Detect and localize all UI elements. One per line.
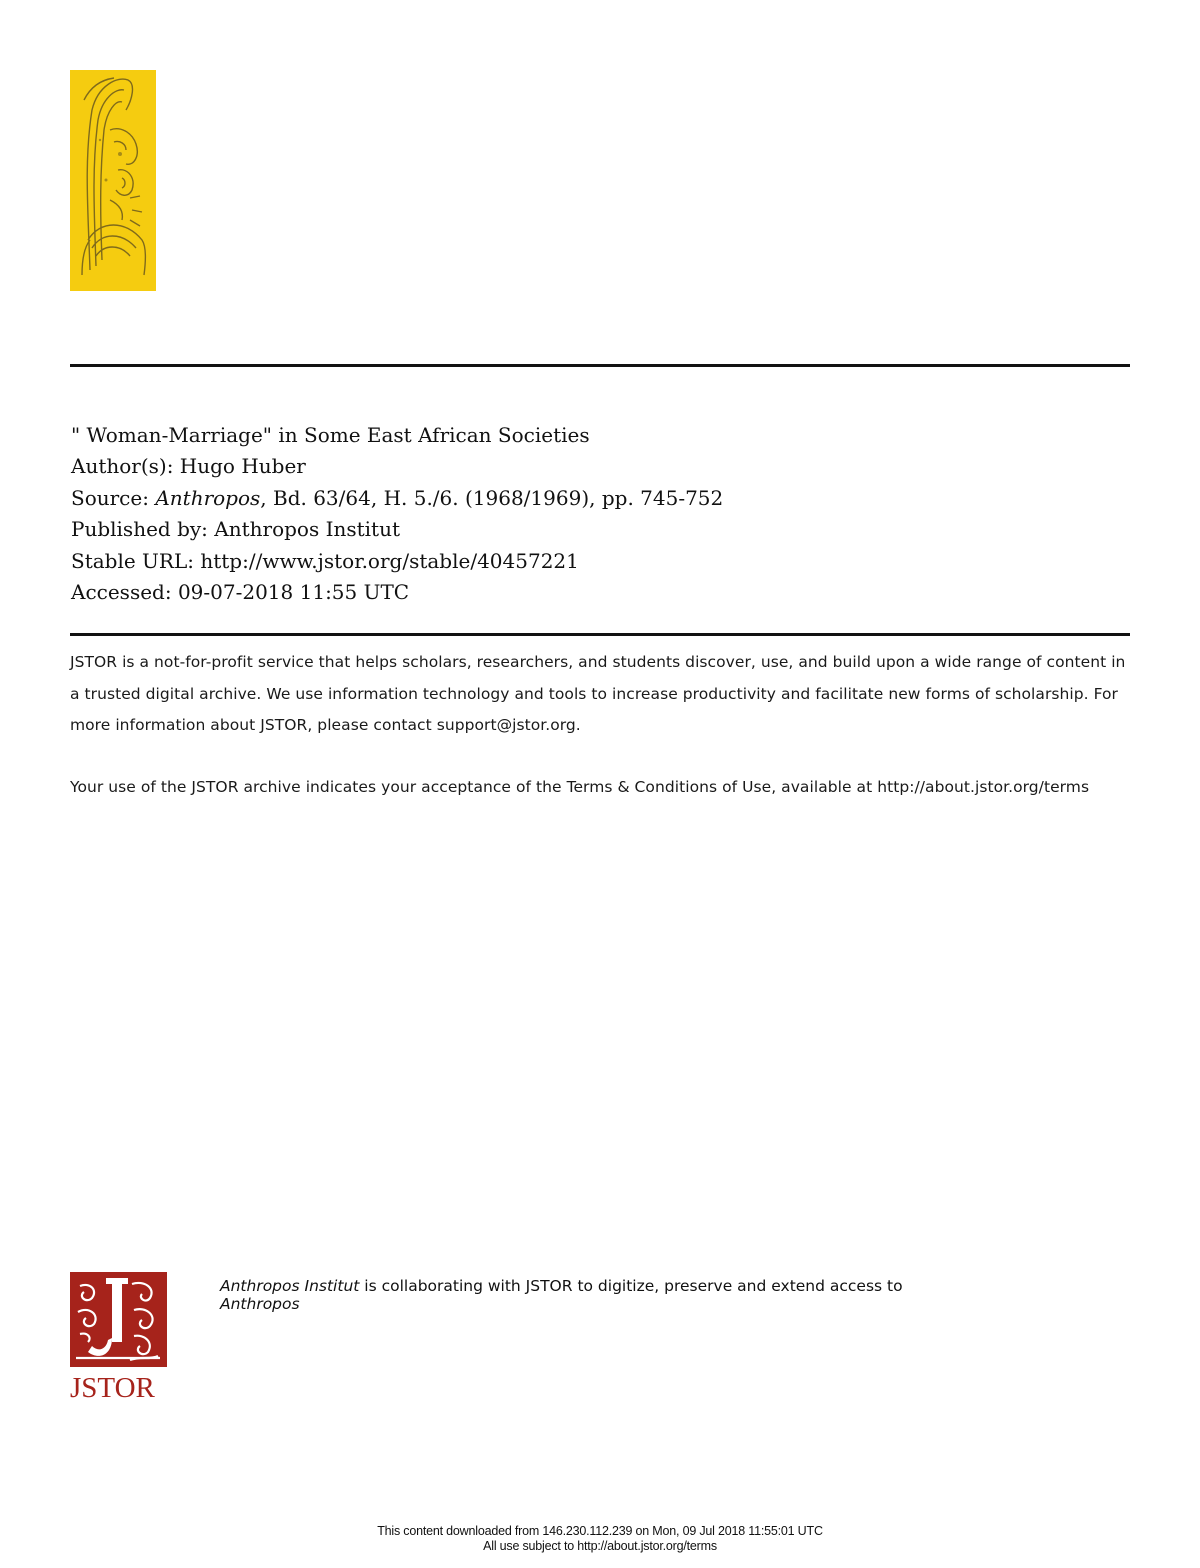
collab-journal: Anthropos [220,1295,300,1313]
terms-notice-paragraph: Your use of the JSTOR archive indicates your acceptance of the Terms & Conditions of Use, available at http://about.jstor.org/terms [70,778,1090,796]
article-source [71,483,1131,514]
jstor-emblem [70,1272,167,1367]
article-stable-url[interactable]: Stable URL: http://www.jstor.org/stable/40457221 [71,548,579,573]
source-details: , Bd. 63/64, H. 5./6. (1968/1969), pp. 745-752 [260,485,724,510]
jstor-wordmark: JSTOR [70,1372,155,1404]
bottom-divider [70,633,1130,636]
download-footer [0,1524,1200,1554]
top-divider [70,364,1130,367]
jstor-notice-paragraph: JSTOR is a not-for-profit service that helps scholars, researchers, and students discover, use, and build upon a wide range of content in a trusted digital archive. We use information technology and tools to increase productivity and facilitate new forms of scholarship. For more information about JSTOR, please contact support@jstor.org. [70,653,1126,734]
cover-mask-image [70,70,156,291]
article-accessed: Accessed: 09-07-2018 11:55 UTC [71,580,410,605]
jstor-ornament-icon [70,1272,167,1367]
collab-text: is collaborating with JSTOR to digitize, preserve and extend access to [359,1277,903,1295]
footer-download-line: This content downloaded from 146.230.112.239 on Mon, 09 Jul 2018 11:55:01 UTC [377,1524,823,1538]
mask-illustration-icon [70,70,156,291]
jstor-logo [70,1272,168,1412]
article-metadata [71,420,1131,608]
article-title: " Woman-Marriage" in Some East African Societies [71,423,590,447]
collab-institution: Anthropos Institut [220,1277,360,1295]
article-publisher: Published by: Anthropos Institut [71,517,401,542]
source-journal: Anthropos [155,485,261,510]
source-label: Source: [71,485,156,510]
collaboration-statement [220,1277,1120,1313]
footer-terms-line: All use subject to http://about.jstor.org/terms [483,1539,717,1553]
article-author: Author(s): Hugo Huber [71,454,306,479]
